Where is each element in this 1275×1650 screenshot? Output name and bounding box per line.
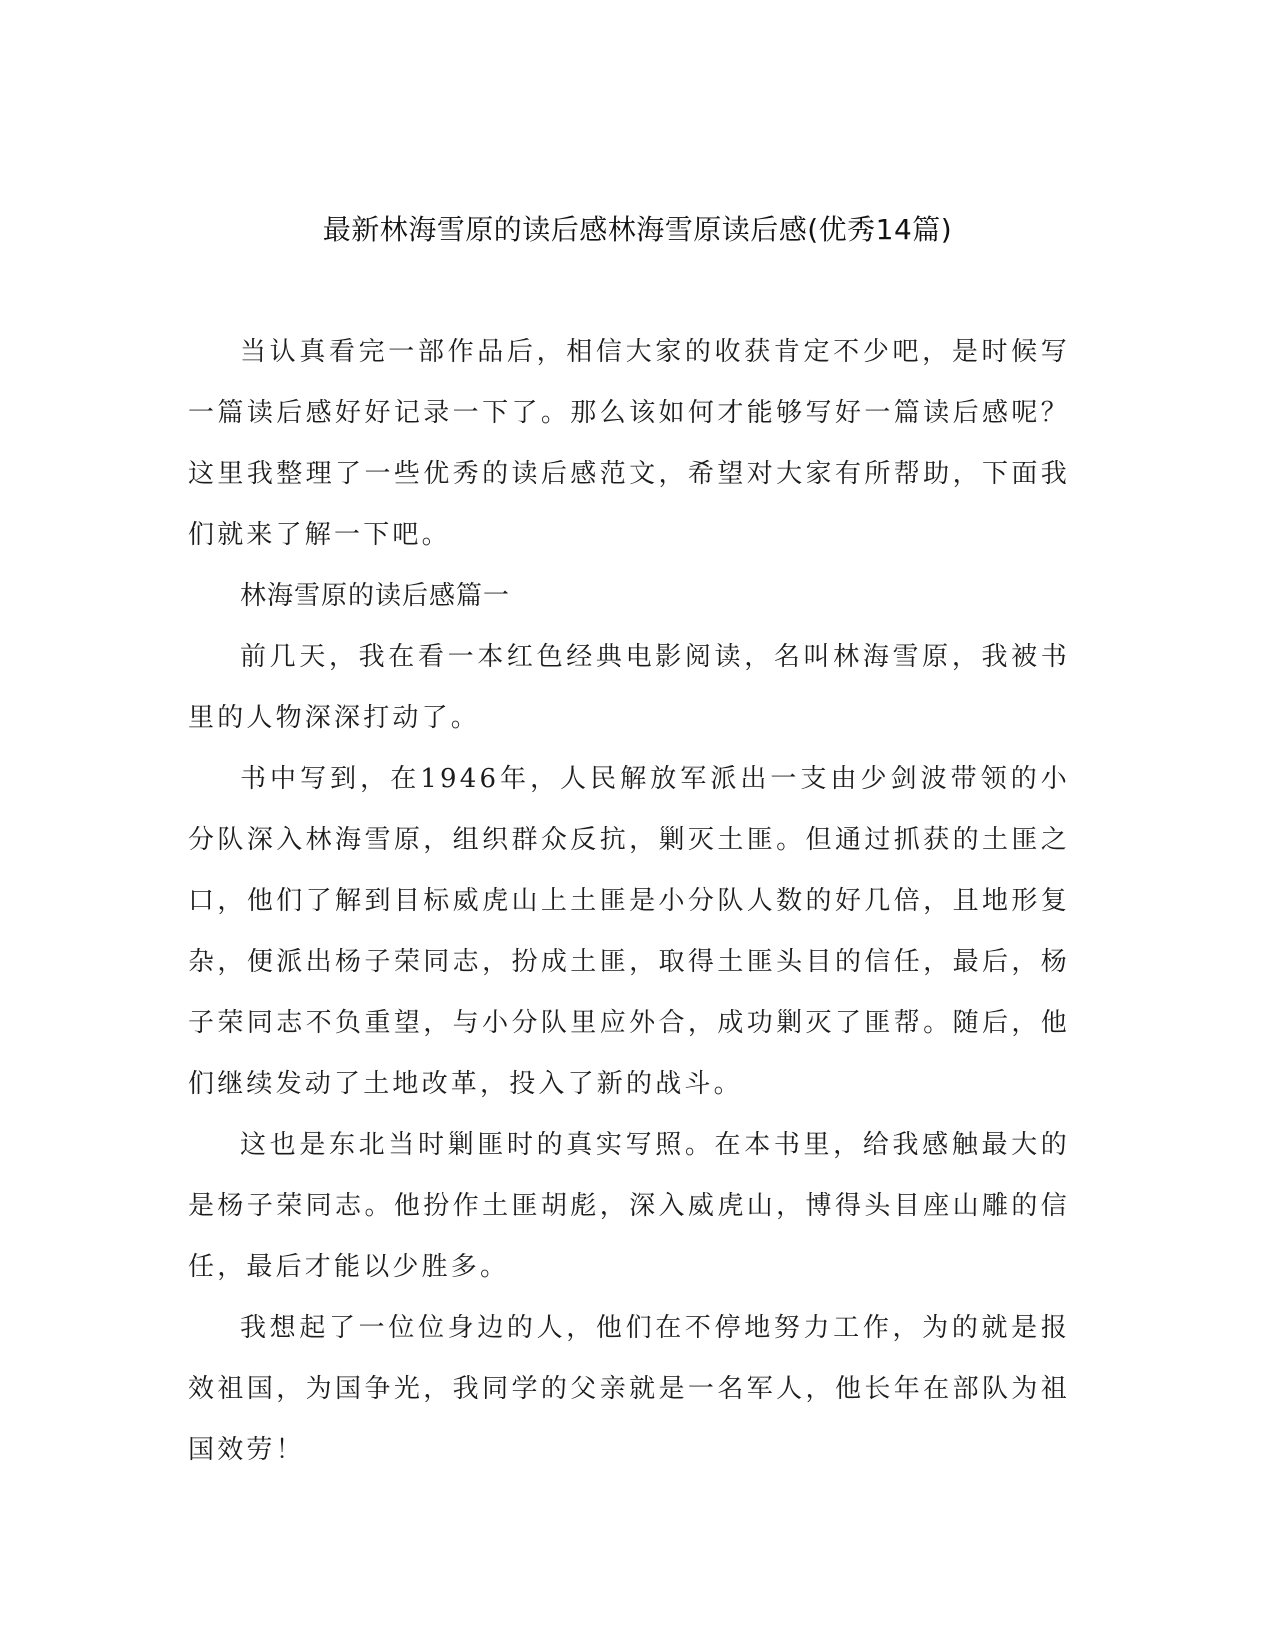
document-body [188, 322, 1070, 1481]
body-paragraph: 前几天，我在看一本红色经典电影阅读，名叫林海雪原，我被书里的人物深深打动了。 [188, 642, 1070, 733]
intro-paragraph: 当认真看完一部作品后，相信大家的收获肯定不少吧，是时候写一篇读后感好好记录一下了。那么该如何才能够写好一篇读后感呢？这里我整理了一些优秀的读后感范文，希望对大家有所帮助，下面我们就来了解一下吧。 [188, 337, 1070, 550]
section-heading: 林海雪原的读后感篇一 [240, 581, 511, 611]
body-paragraph: 这也是东北当时剿匪时的真实写照。在本书里，给我感触最大的是杨子荣同志。他扮作土匪胡彪，深入威虎山，博得头目座山雕的信任，最后才能以少胜多。 [188, 1130, 1070, 1282]
body-paragraph: 书中写到，在1946年，人民解放军派出一支由少剑波带领的小分队深入林海雪原，组织群众反抗，剿灭土匪。但通过抓获的土匪之口，他们了解到目标威虎山上土匪是小分队人数的好几倍，且地形复杂，便派出杨子荣同志，扮成土匪，取得土匪头目的信任，最后，杨子荣同志不负重望，与小分队里应外合，成功剿灭了匪帮。随后，他们继续发动了土地改革，投入了新的战斗。 [188, 764, 1070, 1099]
document-title: 最新林海雪原的读后感林海雪原读后感(优秀14篇) [322, 213, 953, 246]
body-paragraph: 我想起了一位位身边的人，他们在不停地努力工作，为的就是报效祖国，为国争光，我同学的父亲就是一名军人，他长年在部队为祖国效劳！ [188, 1313, 1070, 1465]
